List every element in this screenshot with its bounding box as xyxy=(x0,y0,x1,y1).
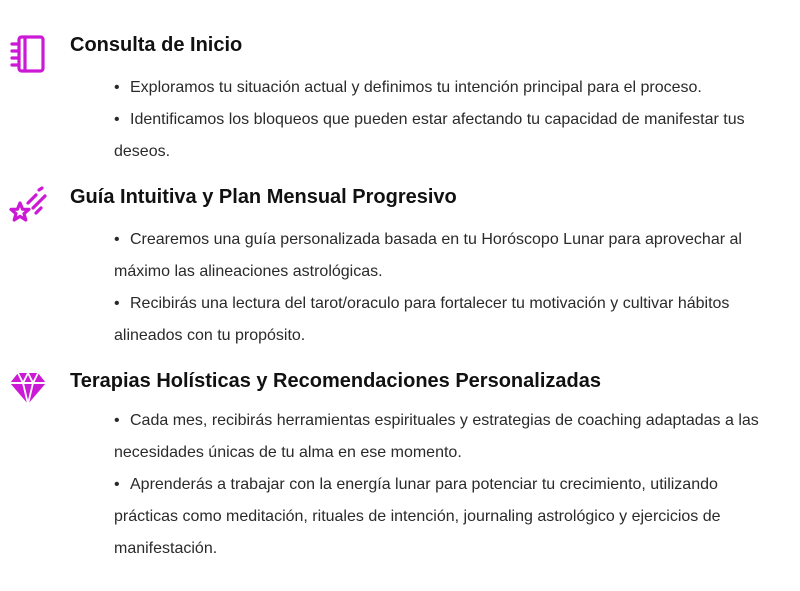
section-body xyxy=(114,72,780,168)
bullet: • xyxy=(114,231,120,248)
list-item: • Identificamos los bloqueos que pueden estar afectando tu capacidad de manifestar tus deseos. xyxy=(114,104,780,168)
shooting-star-icon xyxy=(8,186,48,226)
notebook-icon xyxy=(8,34,48,74)
bullet: • xyxy=(114,412,120,429)
bullet: • xyxy=(114,476,120,493)
section-title: Consulta de Inicio xyxy=(70,34,243,56)
bullet: • xyxy=(114,111,120,128)
section-title: Terapias Holísticas y Recomendaciones Personalizadas xyxy=(70,370,601,392)
gem-icon xyxy=(8,368,48,408)
bullet: • xyxy=(114,295,120,312)
list-item: • Crearemos una guía personalizada basada en tu Horóscopo Lunar para aprovechar al máximo las alineaciones astrológicas. xyxy=(114,224,780,288)
list-item: • Cada mes, recibirás herramientas espirituales y estrategias de coaching adaptadas a las necesidades únicas de tu alma en ese momento. xyxy=(114,405,780,469)
list-item: • Recibirás una lectura del tarot/oraculo para fortalecer tu motivación y cultivar hábitos alineados con tu propósito. xyxy=(114,288,780,352)
list-item: • Aprenderás a trabajar con la energía lunar para potenciar tu crecimiento, utilizando prácticas como meditación, rituales de intención, journaling astrológico y ejercicios de manifestación. xyxy=(114,469,780,565)
section-body xyxy=(114,224,780,352)
section-body xyxy=(114,405,780,565)
bullet: • xyxy=(114,79,120,96)
section-title: Guía Intuitiva y Plan Mensual Progresivo xyxy=(70,186,457,208)
list-item: • Exploramos tu situación actual y definimos tu intención principal para el proceso. xyxy=(114,72,780,104)
